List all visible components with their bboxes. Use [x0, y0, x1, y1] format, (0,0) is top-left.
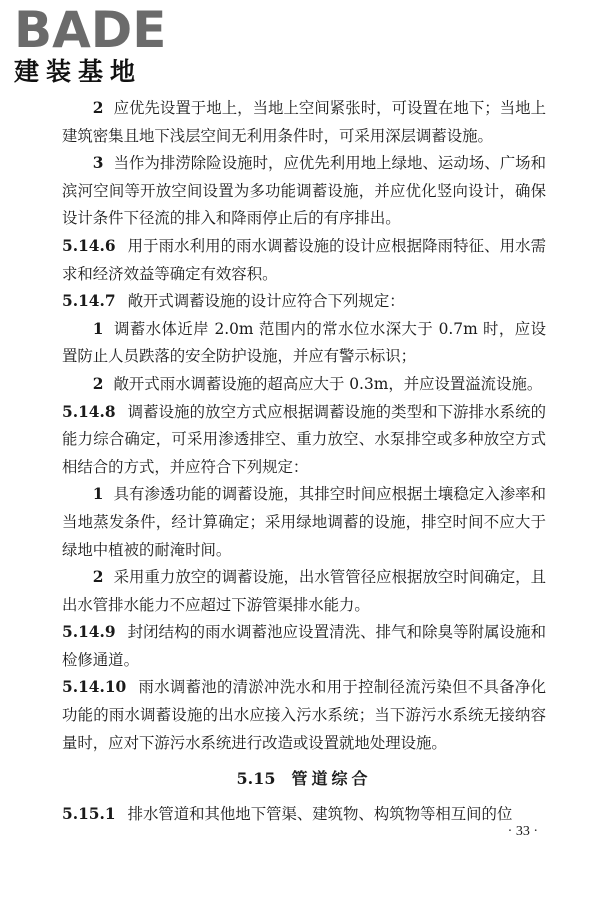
- item-number: 2: [92, 568, 104, 587]
- item-text: 敞开式雨水调蓄设施的超高应大于 0.3m，并应设置溢流设施。: [113, 374, 543, 393]
- section-number: 5.15: [236, 769, 276, 789]
- clause: [62, 619, 546, 674]
- clause-number: 5.14.8: [62, 402, 116, 421]
- clause-number: 5.15.1: [62, 805, 116, 824]
- clause-number: 5.14.6: [62, 236, 116, 255]
- list-item: [62, 316, 546, 371]
- clause-text: 用于雨水利用的雨水调蓄设施的设计应根据降雨特征、用水需求和经济效益等确定有效容积。: [62, 236, 546, 283]
- item-text: 采用重力放空的调蓄设施，出水管管径应根据放空时间确定，且出水管排水能力不应超过下游管渠排水能力。: [62, 568, 546, 614]
- item-number: 3: [92, 154, 104, 173]
- clause: [62, 674, 546, 757]
- clause: [62, 288, 546, 316]
- document-body: [62, 95, 546, 829]
- section-title: 管道综合: [291, 769, 372, 789]
- clause-number: 5.14.10: [62, 678, 127, 697]
- item-number: 2: [92, 374, 104, 393]
- clause-text: 敞开式调蓄设施的设计应符合下列规定：: [127, 292, 405, 311]
- page-number: · 33 ·: [507, 824, 538, 839]
- list-item: [62, 150, 546, 233]
- bade-logo: [14, 1, 182, 88]
- clause-text: 排水管道和其他地下管渠、建筑物、构筑物等相互间的位: [127, 805, 513, 824]
- logo-subtitle: 建装基地: [14, 57, 143, 86]
- item-text: 应优先设置于地上，当地上空间紧张时，可设置在地下；当地上建筑密集且地下浅层空间无利用条件时，可采用深层调蓄设施。: [62, 99, 546, 145]
- logo-wordmark: BADE: [14, 1, 167, 59]
- item-number: 2: [92, 99, 104, 117]
- list-item: [62, 564, 546, 619]
- list-item: [62, 481, 546, 564]
- item-text: 调蓄水体近岸 2.0m 范围内的常水位水深大于 0.7m 时，应设置防止人员跌落的安全防护设施，并应有警示标识；: [62, 319, 546, 366]
- clause-number: 5.14.7: [62, 292, 116, 311]
- item-text: 当作为排涝除险设施时，应优先利用地上绿地、运动场、广场和滨河空间等开放空间设置为多功能调蓄设施，并应优化竖向设计，确保设计条件下径流的排入和降雨停止后的有序排出。: [62, 154, 546, 228]
- clause: [62, 233, 546, 288]
- list-item: [62, 371, 546, 399]
- clause: [62, 399, 546, 482]
- item-number: 1: [92, 485, 104, 504]
- item-text: 具有渗透功能的调蓄设施，其排空时间应根据土壤稳定入渗率和当地蒸发条件，经计算确定；采用绿地调蓄的设施，排空时间不应大于绿地中植被的耐淹时间。: [62, 485, 546, 559]
- clause: [62, 801, 546, 829]
- item-number: 1: [92, 319, 104, 338]
- list-item: [62, 95, 546, 150]
- clause-text: 雨水调蓄池的清淤冲洗水和用于控制径流污染但不具备净化功能的雨水调蓄设施的出水应接入污水系统；当下游污水系统无接纳容量时，应对下游污水系统进行改造或设置就地处理设施。: [62, 678, 546, 752]
- clause-text: 调蓄设施的放空方式应根据调蓄设施的类型和下游排水系统的能力综合确定，可采用渗透排空、重力放空、水泵排空或多种放空方式相结合的方式，并应符合下列规定：: [62, 402, 546, 476]
- clause-text: 封闭结构的雨水调蓄池应设置清洗、排气和除臭等附属设施和检修通道。: [62, 623, 546, 669]
- section-heading: [62, 765, 546, 793]
- clause-number: 5.14.9: [62, 623, 116, 642]
